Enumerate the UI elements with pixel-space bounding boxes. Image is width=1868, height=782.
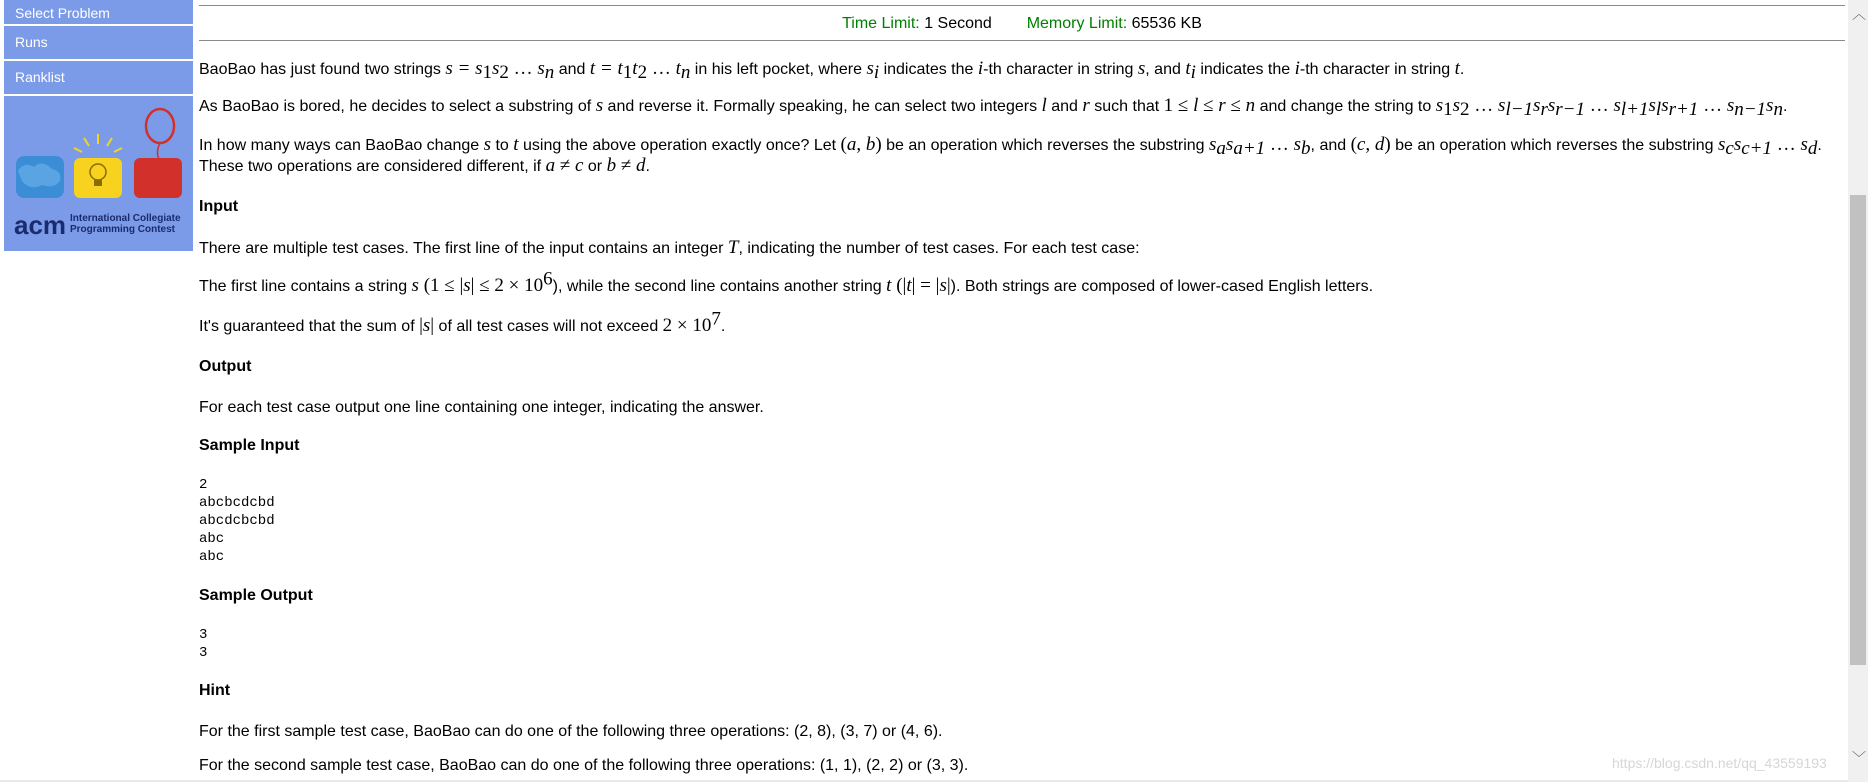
- limits-bar: [199, 5, 1845, 41]
- acm-logo-icon: [4, 96, 193, 251]
- sample-input-block: [199, 476, 275, 566]
- sample-output-heading: Sample Output: [199, 587, 313, 604]
- sample-output-line: 3: [199, 627, 208, 643]
- bulb-base: [94, 180, 102, 186]
- description-paragraph-3: In how many ways can BaoBao change s to t using the above operation exactly once? Let (a, b) be an operation which reverses the substring $s_as_{a+1}$ … $s_b$, and (c, d) be an operation which reverses the substring $s_cs_{c+1}$ … $s_d$.: [199, 134, 1822, 160]
- acm-text: acm: [14, 210, 67, 240]
- description-paragraph-2: As BaoBao is bored, he decides to select a substring of s and reverse it. Formally speaking, he can select two integers l and r such that 1 ≤ l ≤ r ≤ n and change the string to $s_1s_2$ … $s_{l-1}s_rs_{r-1}$ … $s_{l+1}s_ls_{r+1}$ … $s_{n-1}s_n$.: [199, 95, 1788, 121]
- icpc-text-line1: International Collegiate: [70, 213, 181, 224]
- scroll-thumb[interactable]: [1850, 195, 1866, 665]
- acm-icpc-logo: [4, 96, 193, 251]
- memory-limit-label: Memory Limit:: [1026, 15, 1128, 32]
- sample-input-line: abc: [199, 549, 225, 565]
- balloon-icon: [146, 109, 174, 143]
- hint-line-1: For the first sample test case, BaoBao can do one of the following three operations: (2, 8), (3, 7) or (4, 6).: [199, 723, 943, 740]
- scroll-up-icon[interactable]: ︿: [1852, 6, 1866, 22]
- hint-line-2: For the second sample test case, BaoBao can do one of the following three operations: (1, 1), (2, 2) or (3, 3).: [199, 757, 969, 774]
- time-limit-value: 1 Second: [924, 15, 992, 32]
- output-text: For each test case output one line containing one integer, indicating the answer.: [199, 399, 764, 416]
- output-heading: Output: [199, 358, 252, 375]
- bulb-rays: [74, 134, 122, 152]
- memory-limit-value: 65536 KB: [1131, 15, 1202, 32]
- input-heading: Input: [199, 198, 239, 215]
- input-paragraph-1: There are multiple test cases. The first line of the input contains an integer T, indicating the number of test cases. For each test case:: [199, 237, 1140, 258]
- time-limit-label: Time Limit:: [842, 15, 920, 32]
- sample-input-line: 2: [199, 477, 208, 493]
- input-paragraph-2: The first line contains a string s $(1 \le |s| \le 2 \times 10^6)$, while the second line contains another string t (|t| = |s|). Both strings are composed of lower-cased English letters.: [199, 268, 1374, 296]
- sample-input-heading: Sample Input: [199, 437, 300, 454]
- logo-red-square: [134, 158, 182, 198]
- nav-ranklist[interactable]: Ranklist: [4, 61, 193, 96]
- sidebar: [4, 0, 193, 251]
- hint-heading: Hint: [199, 682, 231, 699]
- nav-runs[interactable]: Runs: [4, 26, 193, 61]
- sample-input-line: abc: [199, 531, 225, 547]
- sample-output-line: 3: [199, 645, 208, 661]
- input-paragraph-3: It's guaranteed that the sum of |s| of all test cases will not exceed $2 \times 10^7$.: [199, 308, 726, 336]
- description-paragraph-3b: These two operations are considered different, if a ≠ c or b ≠ d.: [199, 155, 650, 176]
- scroll-down-icon[interactable]: ﹀: [1852, 750, 1866, 766]
- sample-input-line: abcdcbcbd: [199, 513, 275, 529]
- sample-output-block: [199, 626, 207, 662]
- vertical-scrollbar[interactable]: [1848, 0, 1868, 782]
- icpc-text-line2: Programming Contest: [70, 224, 176, 235]
- watermark-text: https://blog.csdn.net/qq_43559193: [1612, 755, 1827, 771]
- sample-input-line: abcbcdcbd: [199, 495, 275, 511]
- description-paragraph-1: BaoBao has just found two strings $s = s_1s_2$ … $s_n$ and $t = t_1t_2$ … $t_n$ in his left pocket, where $s_i$ indicates the i-th character in string s, and $t_i$ indicates the i-th character in string t.: [199, 58, 1465, 84]
- nav-select-problem[interactable]: Select Problem: [4, 0, 193, 26]
